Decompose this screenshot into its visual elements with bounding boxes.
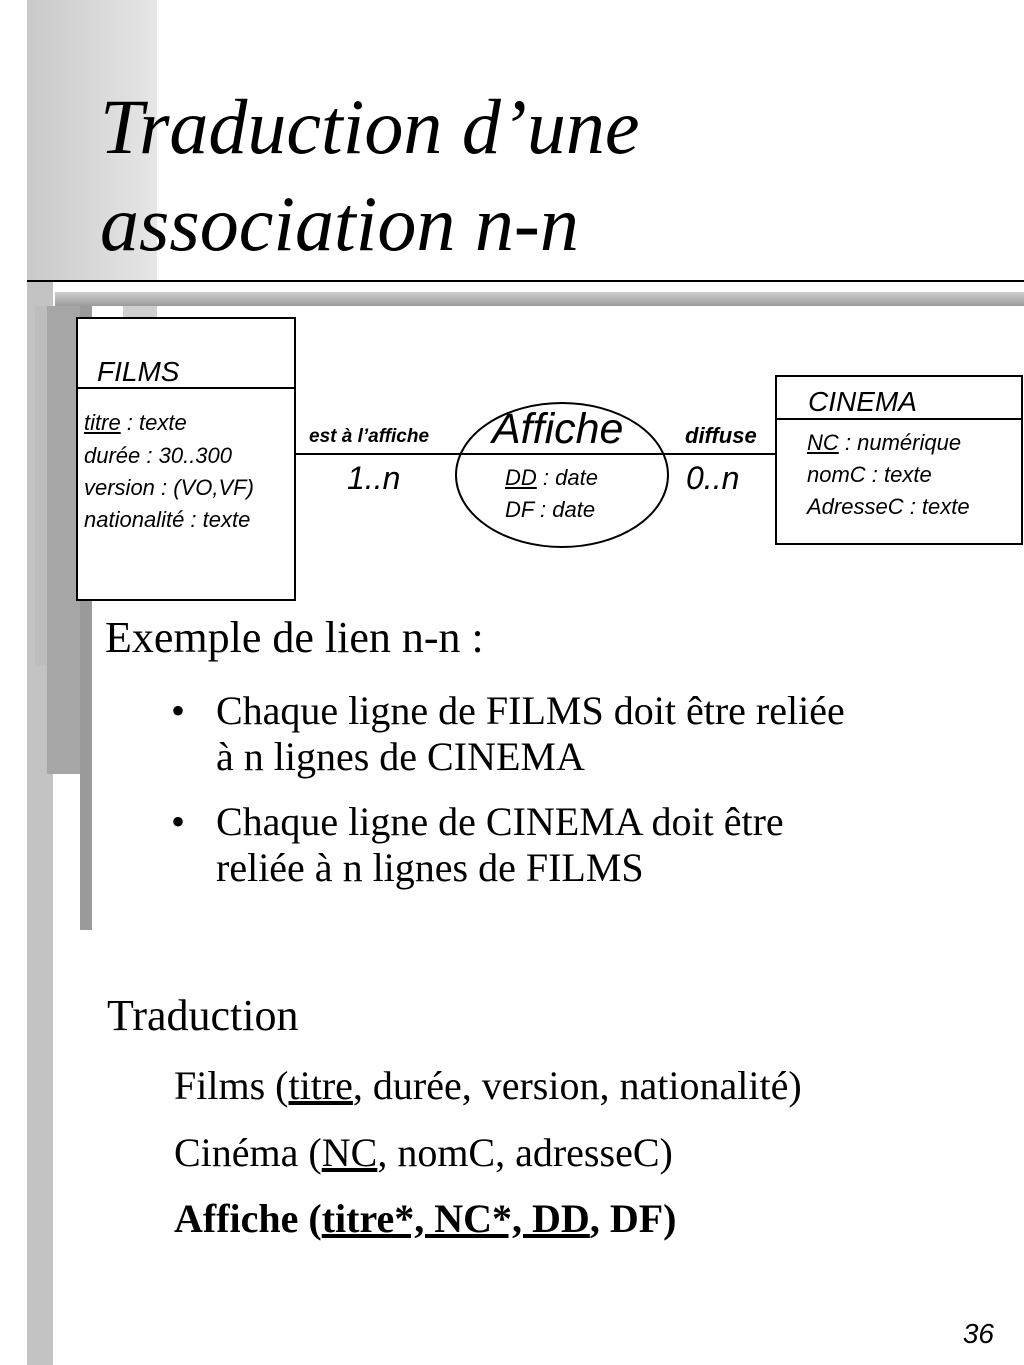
films-attr-0-key: titre <box>84 410 121 435</box>
er-diagram <box>0 0 1024 610</box>
films-relation-suffix: , durée, version, nationalité) <box>352 1063 802 1108</box>
association-name: Affiche <box>492 405 624 453</box>
traduction-affiche <box>174 1195 676 1242</box>
films-attr-0 <box>84 410 187 436</box>
cinema-attr-2: AdresseC : texte <box>807 494 970 519</box>
affiche-relation-suffix: , DF) <box>589 1196 677 1241</box>
films-entity-name: FILMS <box>97 356 180 387</box>
films-attr-2: version : (VO,VF) <box>84 475 254 500</box>
left-cardinality: 1..n <box>347 460 401 496</box>
page-number: 36 <box>962 1318 994 1349</box>
example-heading: Exemple de lien n-n : <box>105 613 484 662</box>
title-line-2: association n-n <box>100 180 579 267</box>
cinema-attr-1: nomC : texte <box>807 462 932 487</box>
right-role-label: diffuse <box>685 423 757 448</box>
association-attr-0-type: : date <box>536 465 598 490</box>
traduction-heading: Traduction <box>107 991 299 1040</box>
association-attr-0-key: DD <box>505 465 537 490</box>
right-cardinality: 0..n <box>686 460 740 496</box>
association-attr-0 <box>505 465 598 491</box>
cinema-entity-name: CINEMA <box>808 386 917 417</box>
bullet-1-line-2: reliée à n lignes de FILMS <box>216 845 644 890</box>
films-attr-3: nationalité : texte <box>84 507 251 532</box>
left-role-label: est à l’affiche <box>309 426 430 447</box>
example-bullet-1 <box>171 799 976 891</box>
affiche-relation-prefix: Affiche ( <box>174 1196 322 1241</box>
traduction-cinema <box>174 1129 673 1176</box>
cinema-relation-key: NC <box>321 1130 378 1175</box>
cinema-attr-0 <box>807 430 961 456</box>
bullet-0-line-2: à n lignes de CINEMA <box>216 734 585 779</box>
films-attr-0-type: : texte <box>120 410 187 435</box>
bullet-dot: • <box>171 799 186 844</box>
cinema-attr-0-type: : numérique <box>838 430 962 455</box>
bullet-dot: • <box>171 688 186 733</box>
affiche-relation-key: titre*, NC*, DD <box>321 1196 590 1241</box>
bullet-1-line-1: Chaque ligne de CINEMA doit être <box>216 799 784 844</box>
bullet-0-line-1: Chaque ligne de FILMS doit être reliée <box>216 688 845 733</box>
films-relation-key: titre <box>288 1063 353 1108</box>
example-bullet-0 <box>171 688 976 780</box>
films-attr-1: durée : 30..300 <box>84 443 233 468</box>
traduction-films <box>174 1062 802 1109</box>
title-line-1: Traduction d’une <box>100 83 640 170</box>
cinema-relation-suffix: , nomC, adresseC) <box>377 1130 673 1175</box>
cinema-relation-prefix: Cinéma ( <box>174 1130 322 1175</box>
cinema-attr-0-key: NC <box>807 430 839 455</box>
films-relation-prefix: Films ( <box>174 1063 289 1108</box>
association-attr-1: DF : date <box>505 497 596 522</box>
